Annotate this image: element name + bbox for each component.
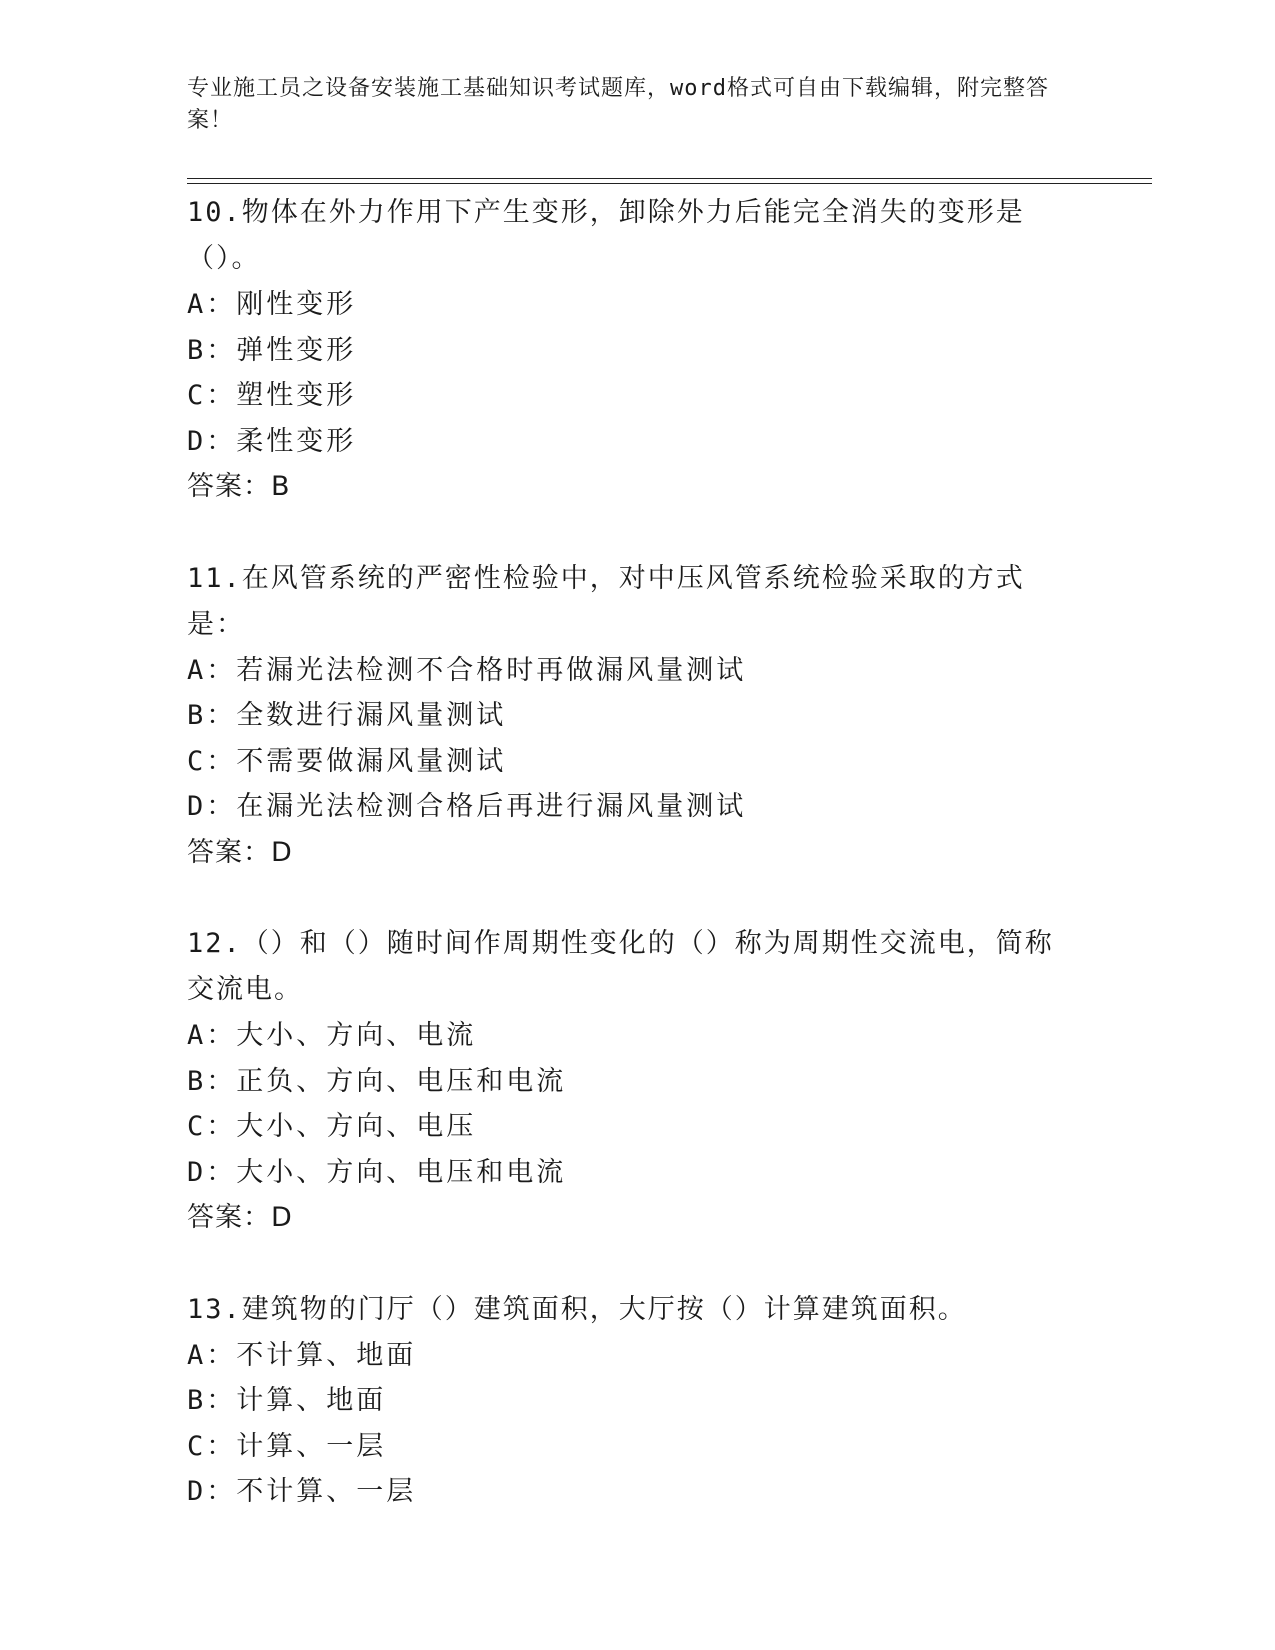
option-a: A：不计算、地面 [187, 1339, 417, 1371]
header-divider-top [187, 178, 1152, 179]
option-a: A：若漏光法检测不合格时再做漏风量测试 [187, 654, 747, 686]
question-10 [187, 190, 1067, 510]
option-a: A：刚性变形 [187, 289, 357, 320]
option-c: C：塑性变形 [187, 380, 357, 411]
question-stem: 10.物体在外力作用下产生变形，卸除外力后能完全消失的变形是（）。 [187, 197, 1025, 274]
question-stem: 11.在风管系统的严密性检验中，对中压风管系统检验采取的方式是： [187, 562, 1025, 640]
option-b: B：正负、方向、电压和电流 [187, 1065, 567, 1097]
option-a: A：大小、方向、电流 [187, 1020, 477, 1051]
option-b: B：全数进行漏风量测试 [187, 700, 507, 731]
header-divider-bottom [187, 183, 1152, 184]
option-d: D：大小、方向、电压和电流 [187, 1156, 567, 1188]
answer: 答案：B [187, 471, 291, 502]
option-c: C：计算、一层 [187, 1430, 387, 1462]
question-stem: 13.建筑物的门厅（）建筑面积，大厅按（）计算建筑面积。 [187, 1293, 967, 1325]
answer: 答案：D [187, 1202, 293, 1233]
option-d: D：在漏光法检测合格后再进行漏风量测试 [187, 791, 747, 822]
option-d: D：不计算、一层 [187, 1476, 417, 1507]
option-c: C：大小、方向、电压 [187, 1111, 477, 1142]
question-11 [187, 556, 1067, 876]
question-12 [187, 921, 1067, 1241]
option-d: D：柔性变形 [187, 425, 357, 457]
answer: 答案：D [187, 836, 293, 868]
document-header: 专业施工员之设备安装施工基础知识考试题库，word格式可自由下载编辑，附完整答案！ [187, 76, 1049, 133]
question-list [187, 190, 1067, 1561]
question-stem: 12.（）和（）随时间作周期性变化的（）称为周期性交流电，简称交流电。 [187, 928, 1054, 1005]
option-b: B：弹性变形 [187, 334, 357, 366]
question-13 [187, 1287, 1067, 1515]
option-c: C：不需要做漏风量测试 [187, 745, 507, 777]
option-b: B：计算、地面 [187, 1385, 387, 1416]
